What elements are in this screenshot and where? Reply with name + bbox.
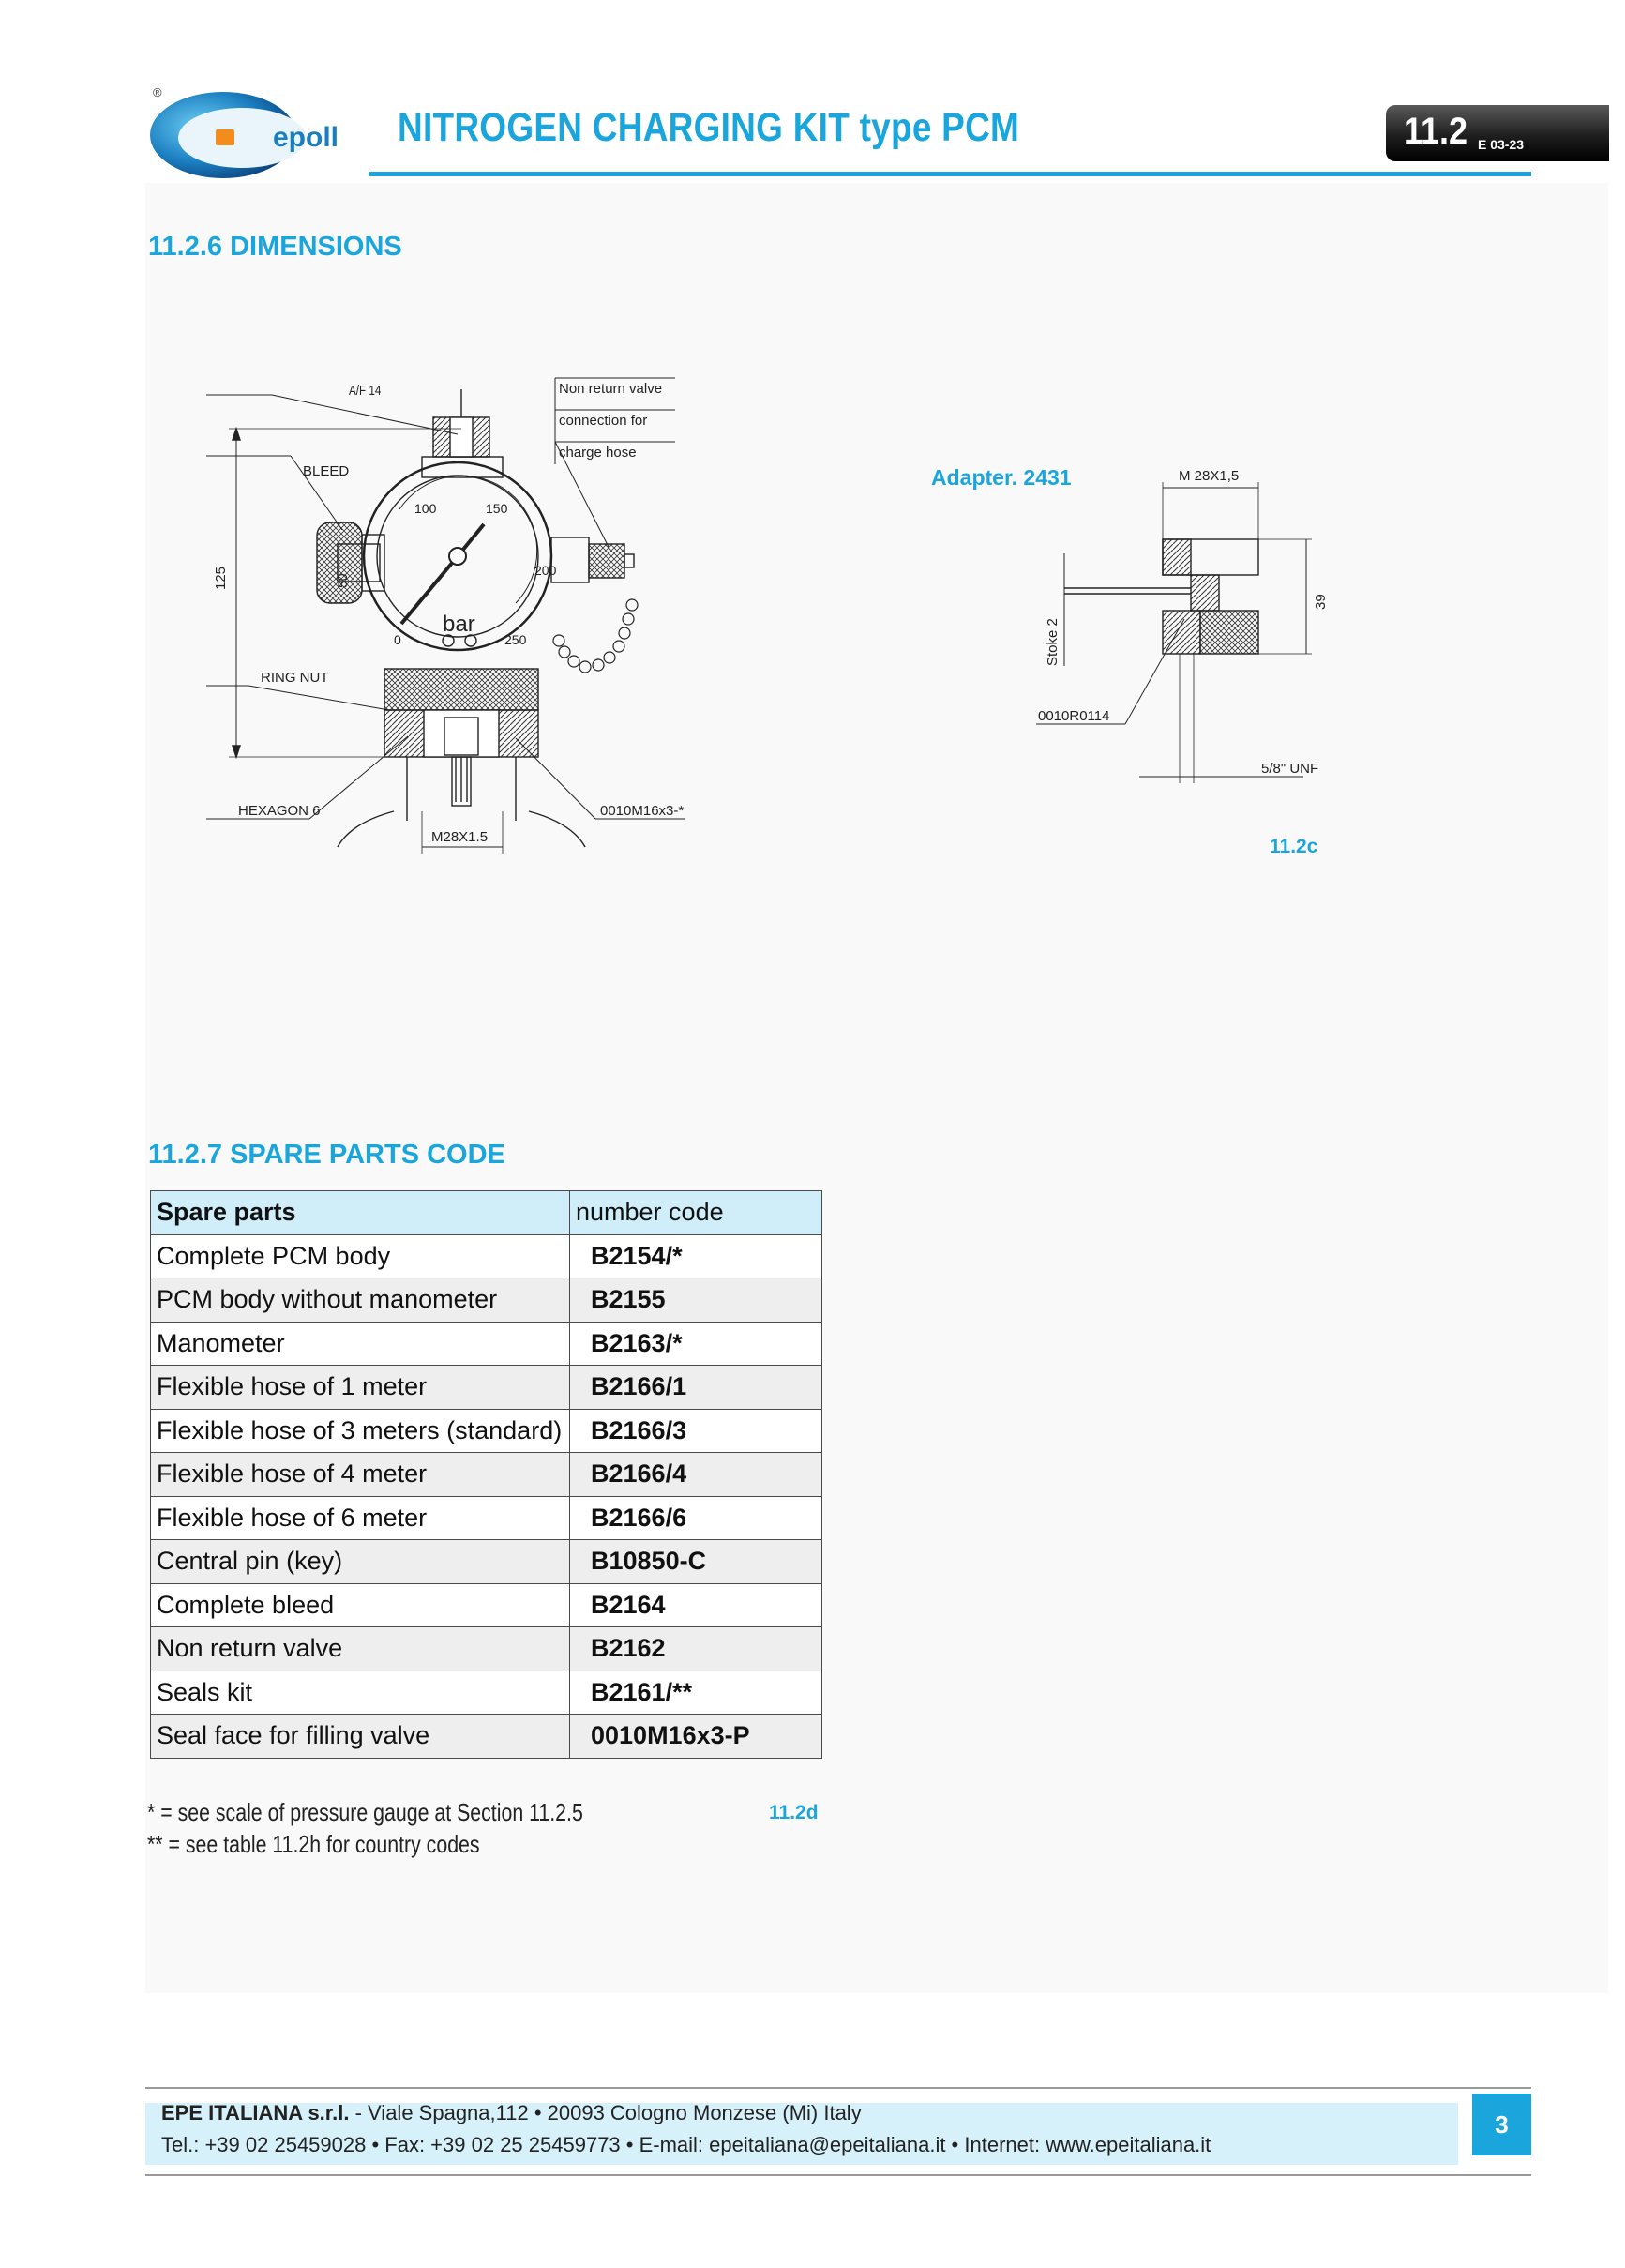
seal-code-label: 0010M16x3-*: [600, 803, 685, 819]
header-rule: [369, 172, 1531, 176]
figure-label-11-2d: 11.2d: [769, 1802, 819, 1823]
column-header-part: Spare parts: [151, 1191, 570, 1235]
part-name: Seal face for filling valve: [151, 1715, 570, 1759]
part-code: B2166/4: [570, 1453, 822, 1497]
gauge-label-50: 50: [335, 573, 350, 588]
table-row: [151, 1627, 822, 1671]
table-row: [151, 1496, 822, 1540]
table-row: [151, 1671, 822, 1715]
footnote-gauge-scale: * = see scale of pressure gauge at Section 11.2.5: [147, 1798, 583, 1826]
table-row: [151, 1234, 822, 1278]
pcm-dimension-drawing: [206, 370, 713, 858]
spare-parts-table: [150, 1190, 822, 1759]
footer-rule-top: [145, 2087, 1531, 2089]
height-125-label: 125: [213, 566, 229, 590]
adapter-code-label: 0010R0114: [1038, 708, 1110, 724]
thread-m28-label: M28X1.5: [431, 829, 489, 845]
part-code: B2166/1: [570, 1366, 822, 1410]
part-code: B2161/**: [570, 1671, 822, 1715]
table-header-row: [151, 1191, 822, 1235]
page-title: NITROGEN CHARGING KIT type PCM: [398, 105, 1020, 150]
part-name: Flexible hose of 4 meter: [151, 1453, 570, 1497]
gauge-label-200: 200: [534, 563, 557, 578]
part-name: Central pin (key): [151, 1540, 570, 1584]
af14-label: A/F 14: [349, 382, 382, 399]
table-row: [151, 1278, 822, 1323]
part-name: Complete bleed: [151, 1583, 570, 1627]
gauge-label-150: 150: [486, 501, 508, 516]
nrv-label-1: Non return valve: [559, 381, 663, 397]
gauge-label-250: 250: [504, 632, 527, 647]
adapter-title: Adapter. 2431: [931, 465, 1072, 490]
gauge-label-100: 100: [414, 501, 437, 516]
adapter-unf-label: 5/8" UNF: [1261, 761, 1319, 777]
column-header-code: number code: [570, 1191, 822, 1235]
footer-address-line: [161, 2101, 862, 2125]
section-number: 11.2: [1404, 111, 1468, 152]
adapter-height-label: 39: [1313, 594, 1329, 610]
part-code: B2163/*: [570, 1322, 822, 1366]
nrv-label-3: charge hose: [559, 445, 637, 461]
table-row: [151, 1322, 822, 1366]
table-row: [151, 1583, 822, 1627]
bleed-label: BLEED: [303, 463, 350, 479]
table-row: [151, 1715, 822, 1759]
part-code: B2154/*: [570, 1234, 822, 1278]
part-name: PCM body without manometer: [151, 1278, 570, 1323]
registered-mark: ®: [153, 85, 162, 99]
dimensions-heading: 11.2.6 DIMENSIONS: [148, 232, 402, 262]
part-code: B2164: [570, 1583, 822, 1627]
ring-nut-label: RING NUT: [261, 670, 329, 686]
gauge-label-0: 0: [394, 632, 401, 647]
adapter-dimension-drawing: [1027, 460, 1327, 797]
part-name: Flexible hose of 6 meter: [151, 1496, 570, 1540]
part-name: Flexible hose of 1 meter: [151, 1366, 570, 1410]
footer-rule-bottom: [145, 2174, 1531, 2176]
part-code: B2166/6: [570, 1496, 822, 1540]
hexagon-label: HEXAGON 6: [238, 803, 321, 819]
spare-parts-heading: 11.2.7 SPARE PARTS CODE: [148, 1140, 505, 1170]
adapter-stroke-label: Stoke 2: [1045, 618, 1061, 666]
figure-label-11-2c: 11.2c: [1270, 836, 1318, 857]
brand-text: epoll: [273, 122, 339, 153]
company-name: EPE ITALIANA s.r.l.: [161, 2101, 350, 2124]
table-row: [151, 1540, 822, 1584]
part-name: Complete PCM body: [151, 1234, 570, 1278]
footnote-country-codes: ** = see table 11.2h for country codes: [147, 1830, 480, 1858]
table-row: [151, 1453, 822, 1497]
part-name: Non return valve: [151, 1627, 570, 1671]
nrv-label-2: connection for: [559, 413, 648, 429]
part-code: 0010M16x3-P: [570, 1715, 822, 1759]
gauge-unit: bar: [443, 612, 475, 637]
company-address: - Viale Spagna,112 • 20093 Cologno Monzese (Mi) Italy: [349, 2101, 862, 2124]
part-code: B2166/3: [570, 1409, 822, 1453]
part-code: B2162: [570, 1627, 822, 1671]
epoll-logo: [148, 86, 366, 189]
edition-code: E 03-23: [1478, 137, 1525, 152]
part-code: B2155: [570, 1278, 822, 1323]
part-name: Seals kit: [151, 1671, 570, 1715]
page-number: 3: [1472, 2094, 1531, 2155]
part-name: Flexible hose of 3 meters (standard): [151, 1409, 570, 1453]
part-code: B10850-C: [570, 1540, 822, 1584]
part-name: Manometer: [151, 1322, 570, 1366]
adapter-thread-label: M 28X1,5: [1179, 468, 1240, 484]
table-row: [151, 1366, 822, 1410]
footer-contacts-line: Tel.: +39 02 25459028 • Fax: +39 02 25 25459773 • E-mail: epeitaliana@epeitaliana.it • Internet: www.epeitaliana.it: [161, 2133, 1211, 2156]
table-row: [151, 1409, 822, 1453]
